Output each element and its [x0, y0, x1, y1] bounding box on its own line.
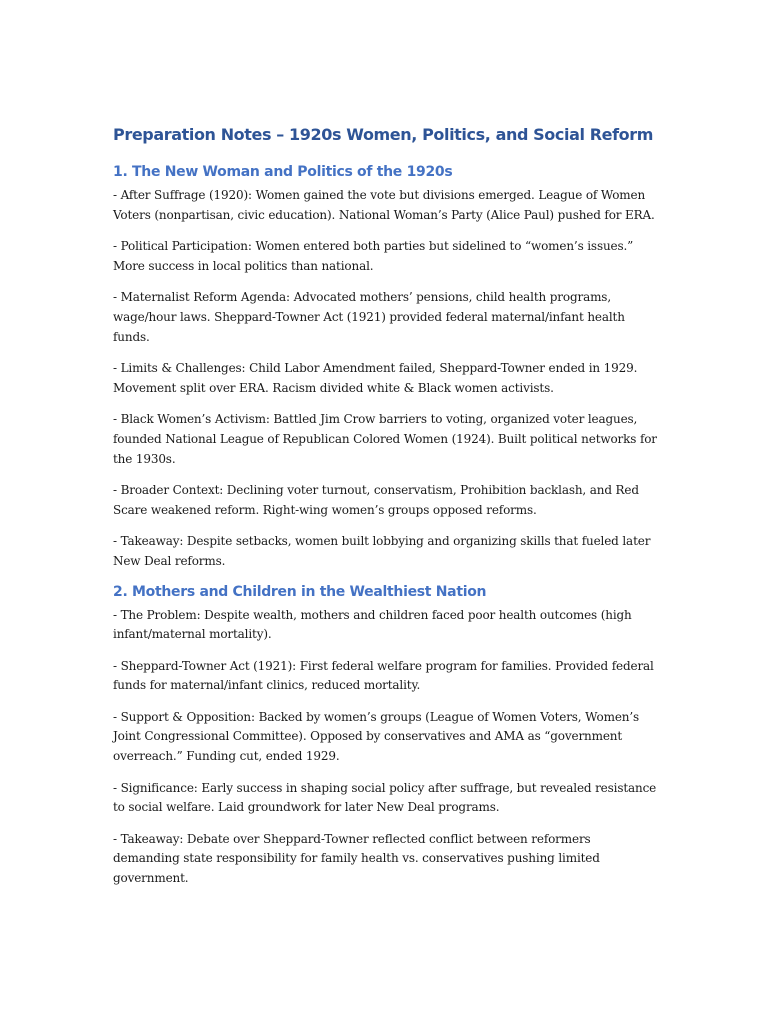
- paragraph: - Maternalist Reform Agenda: Advocated mothers’ pensions, child health programs, wage/hour laws. Sheppard-Towner Act (1921) provided federal maternal/infant health funds.: [113, 290, 625, 344]
- paragraph: - Takeaway: Debate over Sheppard-Towner reflected conflict between reformers demanding state responsibility for family health vs. conservatives pushing limited government.: [113, 831, 600, 886]
- section-heading: 1. The New Woman and Politics of the 1920s: [113, 164, 453, 180]
- paragraph: - Limits & Challenges: Child Labor Amendment failed, Sheppard-Towner ended in 1929. Movement split over ERA. Racism divided white & Black women activists.: [113, 361, 638, 395]
- paragraph: - Support & Opposition: Backed by women’s groups (League of Women Voters, Women’s Joint Congressional Committee). Opposed by conservatives and AMA as “government overreach.” Funding cut, ended 1929.: [113, 709, 640, 764]
- document-page: [113, 124, 658, 901]
- document-title: Preparation Notes – 1920s Women, Politics, and Social Reform: [113, 125, 654, 144]
- paragraph: - Political Participation: Women entered both parties but sidelined to “women’s issues.” More success in local politics than national.: [113, 239, 634, 273]
- paragraph: - Takeaway: Despite setbacks, women built lobbying and organizing skills that fueled later New Deal reforms.: [113, 534, 651, 568]
- section-heading: 2. Mothers and Children in the Wealthiest Nation: [113, 583, 487, 600]
- section-new-woman-politics: [113, 163, 658, 572]
- paragraph: - After Suffrage (1920): Women gained the vote but divisions emerged. League of Women Voters (nonpartisan, civic education). National Woman’s Party (Alice Paul) pushed for ERA.: [113, 188, 655, 222]
- paragraph: - Significance: Early success in shaping social policy after suffrage, but revealed resistance to social welfare. Laid groundwork for later New Deal programs.: [113, 780, 657, 815]
- section-mothers-children: [113, 583, 658, 889]
- paragraph: - Black Women’s Activism: Battled Jim Crow barriers to voting, organized voter leagues, founded National League of Republican Colored Women (1924). Built political networks for the 1930s.: [113, 412, 657, 466]
- paragraph: - Broader Context: Declining voter turnout, conservatism, Prohibition backlash, and Red Scare weakened reform. Right-wing women’s groups opposed reforms.: [113, 483, 639, 517]
- paragraph: - The Problem: Despite wealth, mothers and children faced poor health outcomes (high infant/maternal mortality).: [113, 607, 632, 642]
- paragraph: - Sheppard-Towner Act (1921): First federal welfare program for families. Provided federal funds for maternal/infant clinics, reduced mortality.: [113, 658, 654, 693]
